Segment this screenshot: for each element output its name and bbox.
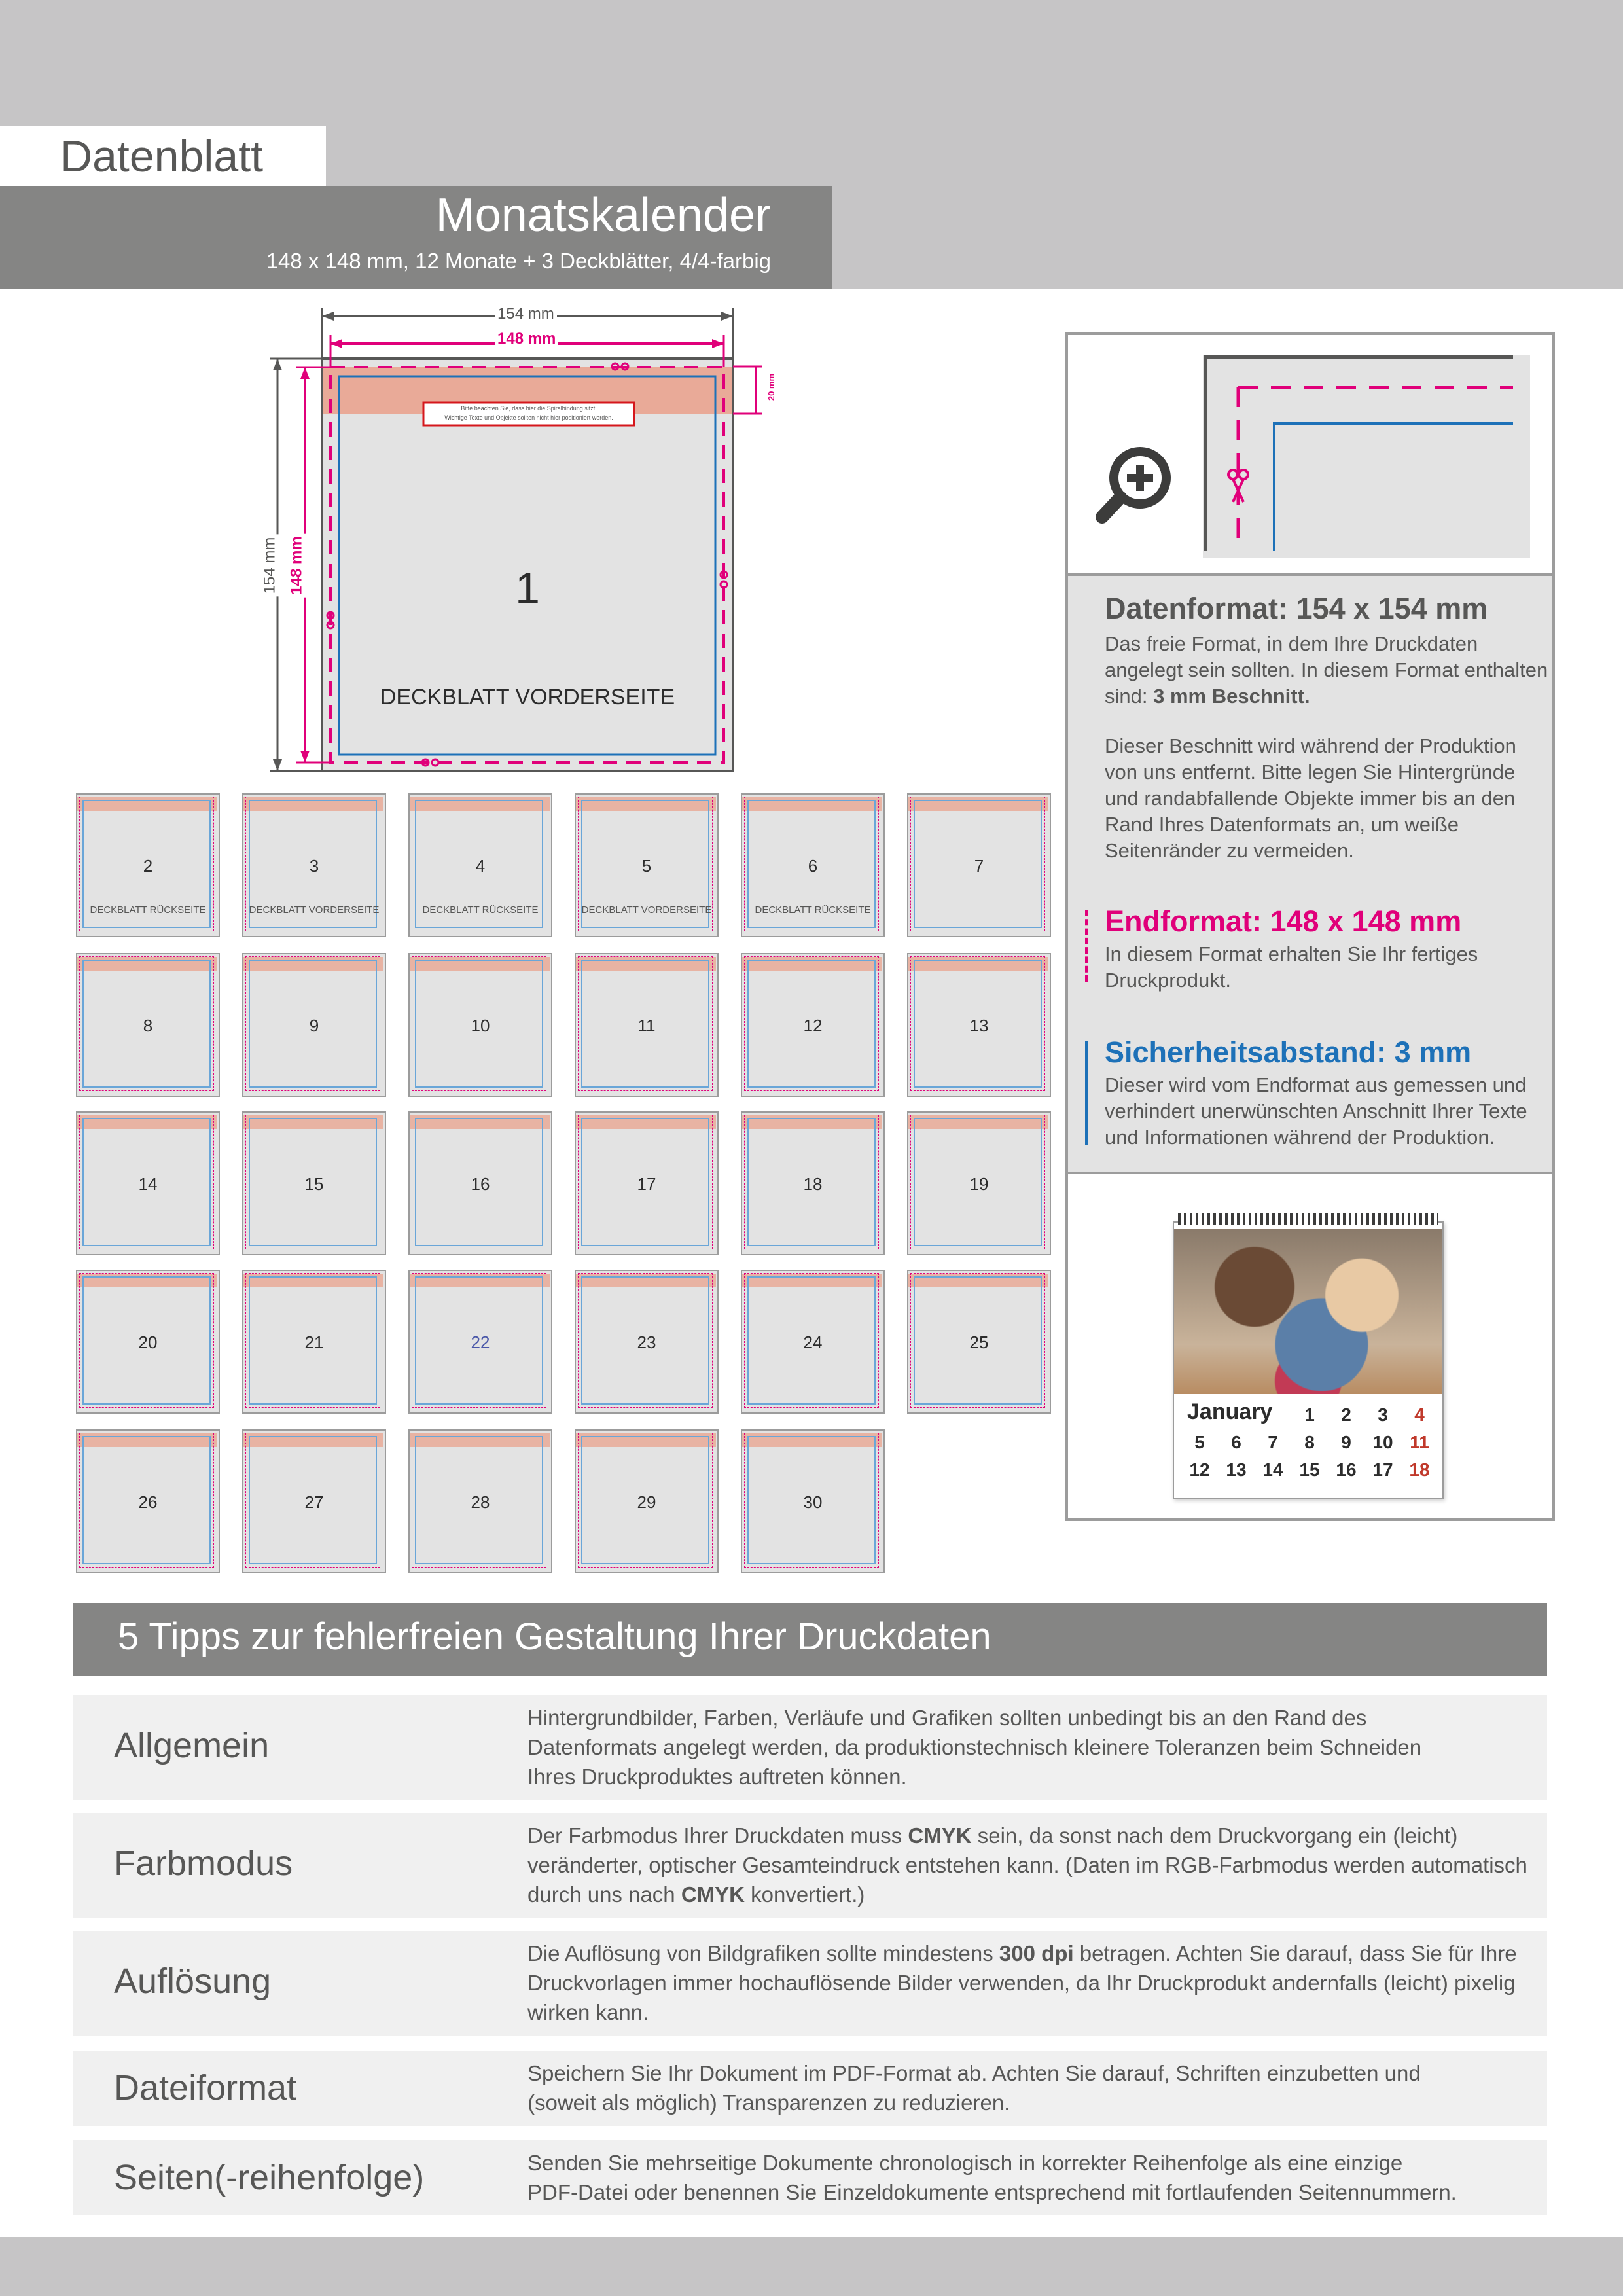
page-thumbnail <box>76 953 220 1097</box>
calendar-sheet <box>1173 1221 1444 1499</box>
thumb-page-label: DECKBLATT VORDERSEITE <box>249 905 380 916</box>
datasheet-title: Datenblatt <box>60 132 263 181</box>
calendar-day: 8 <box>1304 1432 1315 1452</box>
calendar-day: 1 <box>1304 1405 1315 1425</box>
outer-width-label: 154 mm <box>495 305 557 323</box>
inner-width-label: 148 mm <box>495 330 558 348</box>
page-thumbnail <box>575 1270 719 1414</box>
calendar-day: 4 <box>1414 1405 1425 1425</box>
tip-farbmodus <box>73 1813 1547 1918</box>
calendar-day: 14 <box>1262 1460 1283 1480</box>
thumb-page-number: 12 <box>803 1016 823 1035</box>
thumb-page-number: 26 <box>138 1492 158 1512</box>
thumb-page-number: 17 <box>637 1174 656 1194</box>
tip-text: konvertiert.) <box>745 1882 865 1907</box>
page-thumbnail <box>76 1270 220 1414</box>
page-thumbnail <box>76 1111 220 1255</box>
tip-key: Farbmodus <box>114 1844 293 1883</box>
page-thumbnail <box>741 953 885 1097</box>
format-info <box>1068 573 1552 1174</box>
tip-bold: CMYK <box>908 1823 972 1848</box>
datenformat-text-a: Das freie Format, in dem Ihre Druckdaten angelegt sein sollten. In diesem Format enthalten sind: <box>1105 632 1548 708</box>
zoom-detail <box>1068 335 1552 573</box>
thumb-page-number: 13 <box>969 1016 989 1035</box>
tips-title: 5 Tipps zur fehlerfreien Gestaltung Ihrer Druckdaten <box>118 1615 991 1658</box>
thumb-page-number: 3 <box>309 856 319 876</box>
page-thumbnail <box>575 1429 719 1573</box>
tip-line: PDF-Datei oder benennen Sie Einzeldokumente entsprechend mit fortlaufenden Seitennummern. <box>527 2180 1457 2204</box>
tip-line: Datenformats angelegt werden, da produktionstechnisch kleinere Toleranzen beim Schneiden <box>527 1735 1422 1759</box>
page-thumbnail <box>408 953 552 1097</box>
thumb-page-number: 8 <box>143 1016 153 1035</box>
thumb-page-number: 18 <box>803 1174 823 1194</box>
page-thumbnail <box>76 793 220 937</box>
thumb-page-number: 11 <box>637 1016 656 1035</box>
product-title: Monatskalender <box>435 189 771 242</box>
tip-bold: 300 dpi <box>999 1941 1074 1965</box>
magnifier-plus-icon <box>1102 452 1166 517</box>
tip-bold: CMYK <box>681 1882 745 1907</box>
calendar-day: 11 <box>1410 1432 1429 1452</box>
tip-value <box>527 2148 1529 2207</box>
page-thumbnail <box>741 1270 885 1414</box>
endformat-marker <box>1085 910 1088 982</box>
tip-text: betragen. Achten Sie darauf, dass Sie für Ihre Druckvorlagen immer hochauflösende Bilder verwenden, da Ihr Druckprodukt andernfalls (leicht) pixelig wirken kann. <box>527 1941 1517 2024</box>
tip-text: sein, da sonst nach dem Druckvorgang ein (leicht) veränderter, optischer Gesamteindruck entstehen kann. (Daten im RGB-Farbmodus werden automatisch durch uns nach <box>527 1823 1527 1907</box>
thumb-page-number: 23 <box>637 1333 656 1352</box>
binding-note-line-1: Bitte beachten Sie, dass hier die Spiralbindung sitzt! <box>461 405 597 412</box>
thumb-page-number: 6 <box>808 856 818 876</box>
page-thumbnail <box>741 1111 885 1255</box>
calendar-preview <box>1068 1172 1552 1518</box>
calendar-day: 9 <box>1341 1432 1351 1452</box>
thumb-page-label: DECKBLATT RÜCKSEITE <box>422 905 539 916</box>
page-thumbnail <box>408 1429 552 1573</box>
tip-value <box>527 1821 1529 1909</box>
tip-line: Hintergrundbilder, Farben, Verläufe und Grafiken sollten unbedingt bis an den Rand des <box>527 1706 1367 1730</box>
tip-key: Seiten(-reihenfolge) <box>114 2158 425 2197</box>
calendar-day: 7 <box>1268 1432 1278 1452</box>
tip-line: Speichern Sie Ihr Dokument im PDF-Format ab. Achten Sie darauf, Schriften einzubetten und <box>527 2061 1421 2085</box>
calendar-photo <box>1174 1229 1442 1394</box>
calendar-day: 16 <box>1336 1460 1357 1480</box>
thumb-page-number: 5 <box>641 856 652 876</box>
thumb-page-number: 24 <box>803 1333 823 1352</box>
thumb-page-number: 2 <box>143 856 153 876</box>
page-thumbnail <box>907 953 1051 1097</box>
thumb-page-number: 29 <box>637 1492 656 1512</box>
tip-text: Die Auflösung von Bildgrafiken sollte mindestens <box>527 1941 999 1965</box>
binding-note-line-2: Wichtige Texte und Objekte sollten nicht hier positioniert werden. <box>444 414 613 421</box>
thumb-page-number: 15 <box>304 1174 324 1194</box>
tip-allgemein <box>73 1695 1547 1800</box>
calendar-day: 13 <box>1226 1460 1247 1480</box>
datenformat-text-b: 3 mm Beschnitt. <box>1153 685 1310 708</box>
calendar-day: 6 <box>1231 1432 1241 1452</box>
page-thumbnail <box>575 953 719 1097</box>
page-thumbnail <box>242 1270 386 1414</box>
thumb-page-number: 4 <box>475 856 486 876</box>
tip-value <box>527 2058 1529 2117</box>
page-thumbnail <box>76 1429 220 1573</box>
calendar-day: 18 <box>1409 1460 1430 1480</box>
thumb-page-number: 10 <box>471 1016 490 1035</box>
datenformat-text-c: Dieser Beschnitt wird während der Produktion von uns entfernt. Bitte legen Sie Hintergründe und randabfallende Objekte immer bis an den Rand Ihres Datenformats an, um weiße Seitenränder zu vermeiden. <box>1105 734 1516 862</box>
page-thumbnail <box>575 1111 719 1255</box>
tip-line: Ihres Druckproduktes auftreten können. <box>527 1765 907 1789</box>
endformat-text: In diesem Format erhalten Sie Ihr fertiges Druckprodukt. <box>1105 942 1478 992</box>
thumb-page-number: 28 <box>471 1492 490 1512</box>
thumb-page-number: 25 <box>969 1333 989 1352</box>
datenformat-text <box>1105 631 1550 709</box>
sicherheit-heading: Sicherheitsabstand: 3 mm <box>1105 1035 1472 1069</box>
page-thumbnail <box>242 953 386 1097</box>
sicherheit-text: Dieser wird vom Endformat aus gemessen und verhindert unerwünschten Anschnitt Ihrer Texte und Informationen während der Produktion. <box>1105 1073 1527 1149</box>
tip-value <box>527 1939 1529 2027</box>
inner-height-label: 148 mm <box>288 533 306 597</box>
binding-note <box>425 404 632 422</box>
thumb-page-number: 27 <box>304 1492 324 1512</box>
spiral-binding <box>1178 1213 1438 1225</box>
page-thumbnail <box>408 1270 552 1414</box>
page-thumbnail <box>575 793 719 937</box>
calendar-day: 17 <box>1372 1460 1393 1480</box>
page-thumbnail <box>741 1429 885 1573</box>
page-thumbnail <box>242 793 386 937</box>
thumb-page-number: 16 <box>471 1174 490 1194</box>
info-panel <box>1065 332 1555 1521</box>
thumb-page-number: 7 <box>974 856 984 876</box>
tip-key: Dateiformat <box>114 2068 297 2108</box>
page-thumbnail <box>408 793 552 937</box>
footer-bar <box>0 2237 1623 2296</box>
tip-seitenreihenfolge <box>73 2140 1547 2215</box>
thumb-page-label: DECKBLATT VORDERSEITE <box>581 905 712 916</box>
calendar-day: 15 <box>1299 1460 1320 1480</box>
calendar-day: 5 <box>1194 1432 1205 1452</box>
page-thumbnail <box>408 1111 552 1255</box>
main-page-label: DECKBLATT VORDERSEITE <box>380 685 675 709</box>
datenformat-heading: Datenformat: 154 x 154 mm <box>1105 592 1488 625</box>
tip-line: (soweit als möglich) Transparenzen zu reduzieren. <box>527 2090 1010 2115</box>
tip-text: Der Farbmodus Ihrer Druckdaten muss <box>527 1823 908 1848</box>
thumb-page-number: 22 <box>471 1333 490 1352</box>
tip-line: Senden Sie mehrseitige Dokumente chronologisch in korrekter Reihenfolge als eine einzige <box>527 2151 1403 2175</box>
outer-height-label: 154 mm <box>260 535 279 597</box>
page-thumbnail <box>907 793 1051 937</box>
page-thumbnail <box>741 793 885 937</box>
tip-aufloesung <box>73 1931 1547 2036</box>
page-thumbnail <box>242 1111 386 1255</box>
tip-key: Auflösung <box>114 1962 272 2001</box>
safe-area-marker <box>1085 1041 1088 1145</box>
thumb-page-number: 9 <box>309 1016 319 1035</box>
thumb-page-number: 14 <box>138 1174 158 1194</box>
page-thumbnail <box>907 1111 1051 1255</box>
calendar-month: January <box>1187 1399 1273 1424</box>
tips-title-bar <box>73 1603 1547 1676</box>
page-thumbnail <box>907 1270 1051 1414</box>
page-thumbnail <box>242 1429 386 1573</box>
thumb-page-number: 21 <box>304 1333 324 1352</box>
calendar-day: 2 <box>1341 1405 1351 1425</box>
thumb-page-number: 30 <box>803 1492 823 1512</box>
binding-label: 20 mm <box>766 373 777 401</box>
thumb-page-label: DECKBLATT RÜCKSEITE <box>755 905 871 916</box>
calendar-day: 10 <box>1372 1432 1393 1452</box>
thumb-page-number: 19 <box>969 1174 989 1194</box>
calendar-day: 3 <box>1378 1405 1388 1425</box>
thumb-page-number: 20 <box>138 1333 158 1352</box>
tip-key: Allgemein <box>114 1726 270 1765</box>
tip-value <box>527 1703 1529 1791</box>
calendar-day: 12 <box>1189 1460 1210 1480</box>
thumb-page-label: DECKBLATT RÜCKSEITE <box>90 905 206 916</box>
main-page-number: 1 <box>515 564 540 613</box>
endformat-heading: Endformat: 148 x 148 mm <box>1105 905 1462 938</box>
tip-dateiformat <box>73 2051 1547 2126</box>
product-subtitle: 148 x 148 mm, 12 Monate + 3 Deckblätter, 4/4-farbig <box>266 249 771 273</box>
